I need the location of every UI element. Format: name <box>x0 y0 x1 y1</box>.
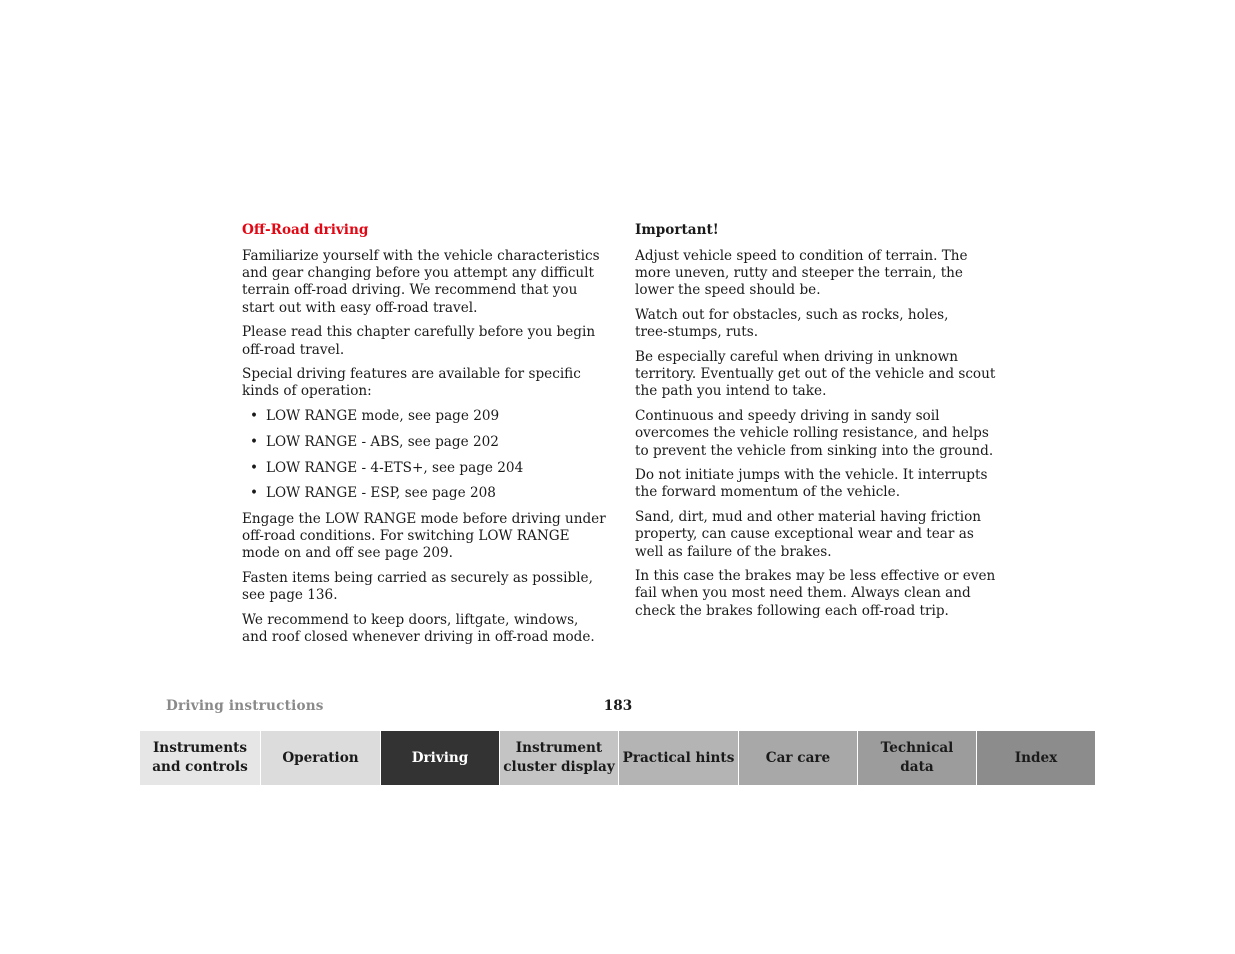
page-number: 183 <box>603 698 633 714</box>
left-closing-paragraphs <box>242 511 606 646</box>
paragraph: Special driving features are available for specific kinds of operation: <box>242 366 581 400</box>
list-item-text: LOW RANGE - 4-ETS+, see page 204 <box>266 459 524 476</box>
paragraph: Engage the LOW RANGE mode before driving under off-road conditions. For switching LOW RANGE mode on and off see page 209. <box>242 510 606 562</box>
tab-instrument-cluster-display[interactable]: Instrument cluster display <box>499 731 618 785</box>
left-intro-paragraphs <box>242 248 606 401</box>
list-item <box>242 434 606 451</box>
feature-list <box>242 408 606 502</box>
paragraph: Watch out for obstacles, such as rocks, holes, tree-stumps, ruts. <box>635 307 949 341</box>
left-column <box>242 220 606 654</box>
tab-operation[interactable]: Operation <box>260 731 380 785</box>
paragraph: Adjust vehicle speed to condition of terrain. The more uneven, rutty and steeper the terrain, the lower the speed should be. <box>635 248 968 299</box>
paragraph: In this case the brakes may be less effective or even fail when you most need them. Always clean and check the brakes following each off-road trip. <box>635 568 996 619</box>
section-heading: Off-Road driving <box>242 222 369 238</box>
right-column <box>635 220 997 627</box>
bullet-icon: • <box>250 408 259 425</box>
paragraph: Fasten items being carried as securely as possible, see page 136. <box>242 570 593 604</box>
paragraph: Be especially careful when driving in unknown territory. Eventually get out of the vehicle and scout the path you intend to take. <box>635 349 996 400</box>
list-item-text: LOW RANGE - ABS, see page 202 <box>266 433 499 450</box>
bullet-icon: • <box>250 485 259 502</box>
paragraph: Do not initiate jumps with the vehicle. It interrupts the forward momentum of the vehicle. <box>635 467 988 501</box>
list-item-text: LOW RANGE - ESP, see page 208 <box>266 485 496 502</box>
footer-section-title: Driving instructions <box>166 698 324 714</box>
paragraph: We recommend to keep doors, liftgate, windows, and roof closed whenever driving in off-road mode. <box>242 611 595 646</box>
tab-index[interactable]: Index <box>976 731 1095 785</box>
tab-practical-hints[interactable]: Practical hints <box>618 731 738 785</box>
chapter-nav <box>140 731 1095 785</box>
list-item <box>242 408 606 425</box>
bullet-icon: • <box>250 459 259 476</box>
paragraph: Please read this chapter carefully before you begin off-road travel. <box>242 324 596 358</box>
paragraph: Continuous and speedy driving in sandy soil overcomes the vehicle rolling resistance, and helps to prevent the vehicle from sinking into the ground. <box>635 408 994 459</box>
list-item <box>242 485 606 502</box>
tab-technical-data[interactable]: Technical data <box>857 731 976 785</box>
paragraph: Familiarize yourself with the vehicle characteristics and gear changing before you attempt any difficult terrain off-road driving. We recommend that you start out with easy off-road travel. <box>242 248 600 316</box>
tab-instruments-and-controls[interactable]: Instruments and controls <box>140 731 260 785</box>
bullet-icon: • <box>250 433 259 450</box>
paragraph: Sand, dirt, mud and other material having friction property, can cause exceptional wear and tear as well as failure of the brakes. <box>635 509 982 560</box>
list-item-text: LOW RANGE mode, see page 209 <box>266 408 500 425</box>
important-heading: Important! <box>635 222 719 238</box>
tab-driving[interactable]: Driving <box>380 731 499 785</box>
tab-car-care[interactable]: Car care <box>738 731 857 785</box>
list-item <box>242 460 606 477</box>
